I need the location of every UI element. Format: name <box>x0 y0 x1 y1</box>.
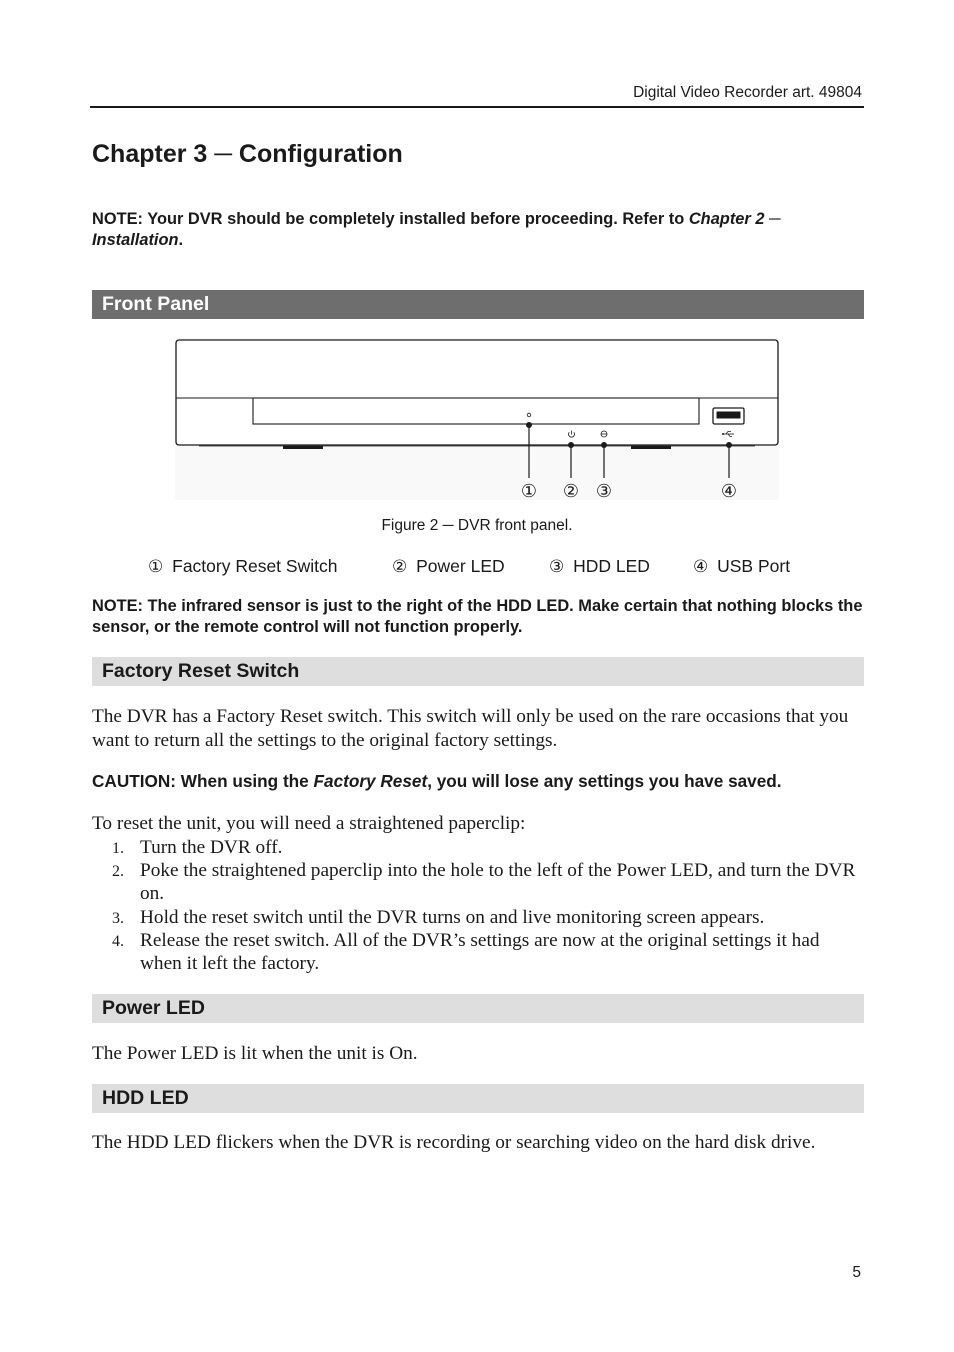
chapter-title: Chapter 3 ─ Configuration <box>92 140 403 168</box>
step-text: Poke the straightened paperclip into the hole to the left of the Power LED, and turn the DVR on. <box>140 860 856 905</box>
list-item <box>92 929 864 975</box>
list-item <box>92 906 864 929</box>
list-item <box>92 859 864 905</box>
section-factory-reset: Factory Reset Switch <box>92 657 864 686</box>
factory-reset-intro: The DVR has a Factory Reset switch. This switch will only be used on the rare occasions that you want to return all the settings to the original factory settings. <box>92 706 849 751</box>
legend-label: Power LED <box>416 556 505 576</box>
legend-number: ① <box>148 557 164 577</box>
step-number: 3. <box>112 909 124 927</box>
figure-caption: Figure 2 ─ DVR front panel. <box>381 517 573 534</box>
callout-2: ② <box>562 481 580 500</box>
install-note-end: . <box>178 231 184 249</box>
caution-text-end: , you will lose any settings you have saved. <box>427 771 782 791</box>
step-number: 2. <box>112 863 124 881</box>
legend-item-factory-reset <box>148 556 337 577</box>
legend-label: HDD LED <box>573 556 650 576</box>
header-rule <box>90 106 864 108</box>
usb-port-icon <box>713 408 744 424</box>
chapter-reference: Chapter 2 ─ Installation <box>92 210 781 249</box>
legend-item-power-led <box>392 556 505 577</box>
callout-1: ① <box>520 481 538 500</box>
section-power-led: Power LED <box>92 994 864 1023</box>
section-hdd-led: HDD LED <box>92 1084 864 1113</box>
legend-number: ③ <box>549 557 565 577</box>
callout-4: ④ <box>720 481 738 500</box>
legend-label: Factory Reset Switch <box>172 556 338 576</box>
steps-intro: To reset the unit, you will need a straightened paperclip: <box>92 813 526 834</box>
step-text: Hold the reset switch until the DVR turns on and live monitoring screen appears. <box>140 906 765 928</box>
caution-note <box>92 771 866 792</box>
callout-3: ③ <box>595 481 613 500</box>
dvr-foot-left <box>283 446 323 449</box>
reset-steps-list <box>92 836 864 975</box>
dvr-front-panel-figure <box>175 338 779 500</box>
caution-text: CAUTION: When using the <box>92 771 314 791</box>
step-number: 1. <box>112 840 124 857</box>
infrared-note: NOTE: The infrared sensor is just to the right of the HDD LED. Make certain that nothing blocks the sensor, or the remote control will not function properly. <box>92 597 863 636</box>
step-number: 4. <box>112 932 124 950</box>
power-led-text: The Power LED is lit when the unit is On. <box>92 1043 418 1064</box>
legend-item-usb-port <box>693 556 790 577</box>
running-header: Digital Video Recorder art. 49804 <box>633 84 862 101</box>
step-text: Release the reset switch. All of the DVR’s settings are now at the original settings it had when it left the factory. <box>140 929 820 975</box>
dvr-chassis <box>176 340 778 445</box>
legend-label: USB Port <box>717 556 791 576</box>
dvr-foot-right <box>631 446 671 449</box>
page-number: 5 <box>852 1264 861 1281</box>
legend-item-hdd-led <box>549 556 650 577</box>
install-note <box>92 209 866 251</box>
dvr-front-bezel <box>253 398 699 424</box>
step-text: Turn the DVR off. <box>140 837 283 858</box>
hdd-led-text: The HDD LED flickers when the DVR is recording or searching video on the hard disk drive. <box>92 1132 816 1153</box>
legend-number: ④ <box>693 557 709 577</box>
legend-number: ② <box>392 557 408 577</box>
install-note-text: NOTE: Your DVR should be completely installed before proceeding. Refer to <box>92 210 689 228</box>
section-front-panel: Front Panel <box>92 290 864 319</box>
caution-emphasis: Factory Reset <box>313 771 428 791</box>
list-item <box>92 836 864 859</box>
